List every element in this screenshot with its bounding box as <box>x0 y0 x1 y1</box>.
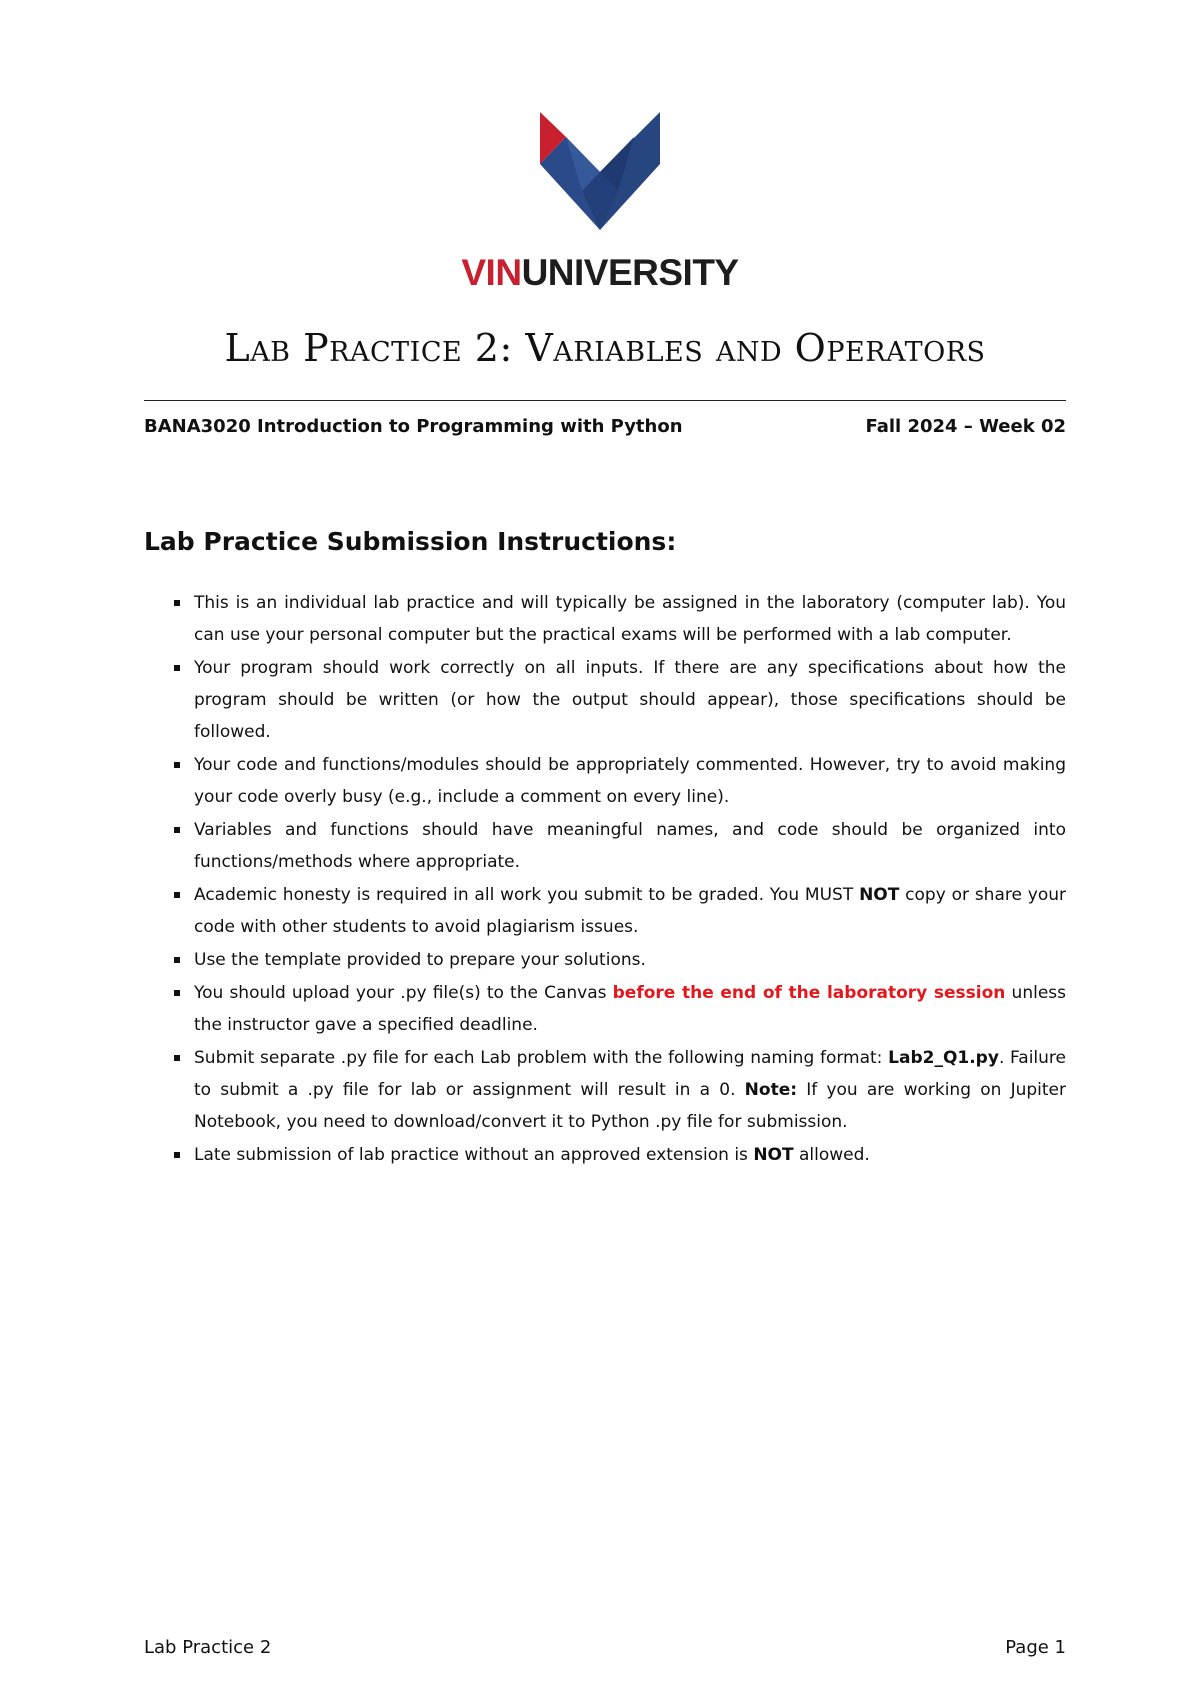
filename-format: Lab2_Q1.py <box>888 1048 999 1068</box>
vinuniversity-wordmark <box>0 252 1200 294</box>
instructions-list <box>144 587 1066 1172</box>
bullet-icon <box>174 600 180 606</box>
bullet-icon <box>174 892 180 898</box>
list-item: Late submission of lab practice without an approved extension is NOT allowed. <box>144 1139 1066 1171</box>
list-item: Your code and functions/modules should be appropriately commented. However, try to avoid making your code overly busy (e.g., include a comment on every line). <box>144 749 1066 813</box>
list-item: This is an individual lab practice and will typically be assigned in the laboratory (computer lab). You can use your personal computer but the practical exams will be performed with a lab computer. <box>144 587 1066 651</box>
bullet-icon <box>174 1055 180 1061</box>
list-item: Variables and functions should have meaningful names, and code should be organized into functions/methods where appropriate. <box>144 814 1066 878</box>
bullet-icon <box>174 957 180 963</box>
footer-doc-name: Lab Practice 2 <box>144 1637 272 1658</box>
list-item: Your program should work correctly on all inputs. If there are any specifications about how the program should be written (or how the output should appear), those specifications should be followed. <box>144 652 1066 748</box>
list-item: Use the template provided to prepare your solutions. <box>144 944 1066 976</box>
term-label: Fall 2024 – Week 02 <box>865 416 1066 437</box>
footer-page-number: Page 1 <box>1005 1637 1066 1658</box>
title-rule <box>144 400 1066 401</box>
wordmark-university: UNIVERSITY <box>521 252 739 293</box>
wordmark-vin: VIN <box>461 252 522 293</box>
deadline-highlight: before the end of the laboratory session <box>612 983 1006 1003</box>
bullet-icon <box>174 762 180 768</box>
list-item: Academic honesty is required in all work you submit to be graded. You MUST NOT copy or share your code with other students to avoid plagiarism issues. <box>144 879 1066 943</box>
section-heading: Lab Practice Submission Instructions: <box>144 527 677 556</box>
list-item: Submit separate .py file for each Lab problem with the following naming format: Lab2_Q1.py. Failure to submit a .py file for lab or assignment will result in a 0. Note: If you are working on Jupiter Notebook, you need to download/convert it to Python .py file for submission. <box>144 1042 1066 1138</box>
document-title: Lab Practice 2: Variables and Operators <box>224 326 986 370</box>
bullet-icon <box>174 1152 180 1158</box>
bullet-icon <box>174 665 180 671</box>
list-item: You should upload your .py file(s) to the Canvas before the end of the laboratory session unless the instructor gave a specified deadline. <box>144 977 1066 1041</box>
course-name: BANA3020 Introduction to Programming with Python <box>144 416 683 437</box>
bullet-icon <box>174 827 180 833</box>
bullet-icon <box>174 990 180 996</box>
vinuniversity-logo-emblem <box>540 112 660 232</box>
